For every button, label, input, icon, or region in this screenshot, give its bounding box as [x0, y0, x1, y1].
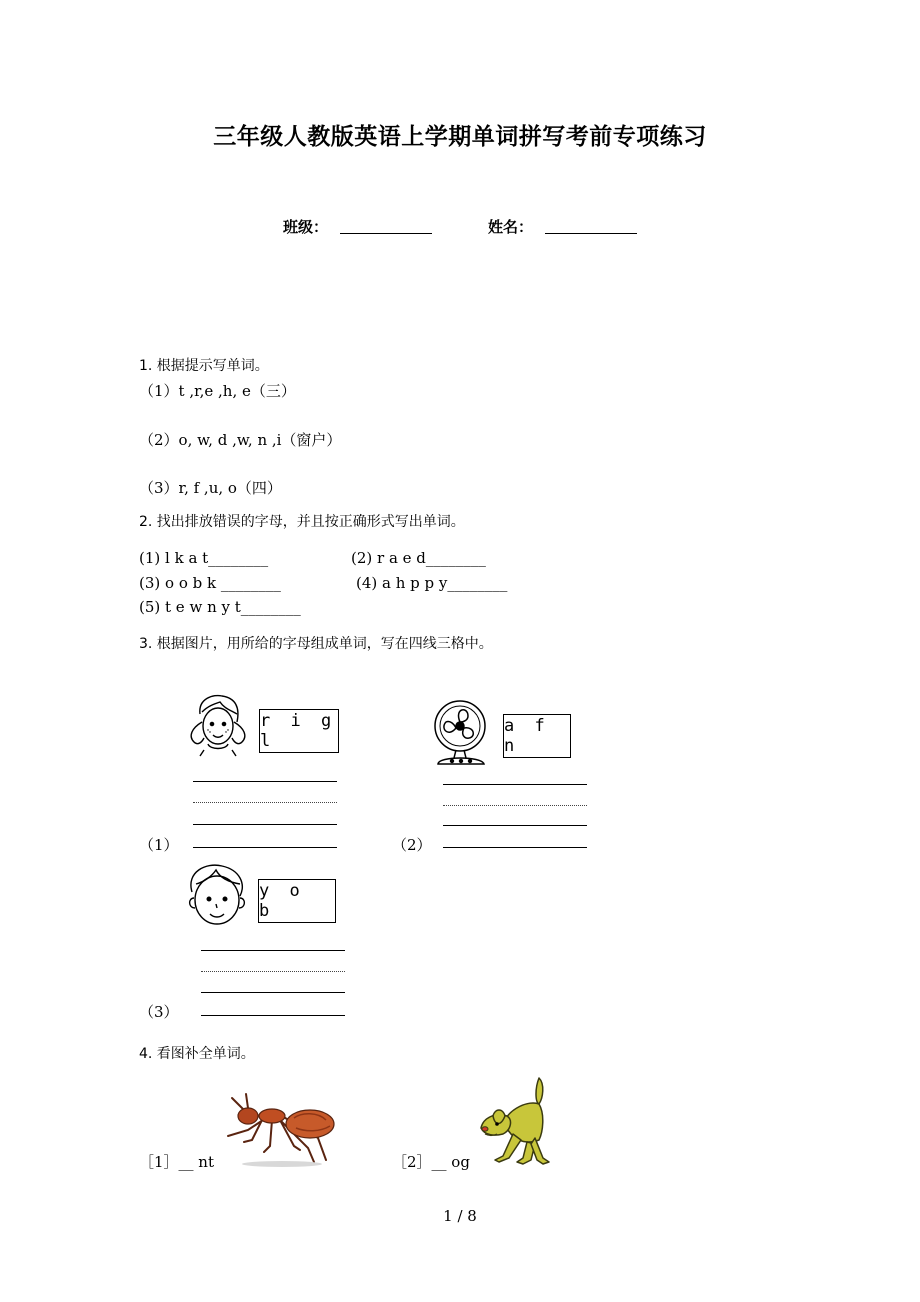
q2-item-1: (1) l k a t________	[139, 549, 269, 567]
q1-item-1: （1）t ,r,e ,h, e（三）	[139, 382, 296, 400]
q1-heading: 1. 根据提示写单词。	[139, 358, 269, 374]
q1-item-3: （3）r, f ,u, o（四）	[139, 479, 282, 497]
q2-item-2: (2) r a e d________	[351, 549, 486, 567]
boy-face-icon	[182, 862, 252, 930]
ant-icon	[222, 1090, 338, 1170]
q3-num-3: （3）	[139, 1003, 179, 1021]
four-line-grid-3[interactable]	[201, 950, 345, 1020]
name-blank[interactable]	[545, 233, 637, 234]
class-label: 班级：	[283, 218, 329, 236]
q3-heading: 3. 根据图片，用所给的字母组成单词，写在四线三格中。	[139, 636, 493, 652]
q2-item-5: (5) t e w n y t________	[139, 598, 301, 616]
fan-icon	[432, 698, 496, 768]
letters-box-2: a f n	[503, 714, 571, 758]
q3-num-2: （2）	[392, 836, 432, 854]
q1-item-2: （2）o, w, d ,w, n ,i（窗户）	[139, 431, 342, 449]
name-label: 姓名：	[488, 218, 534, 236]
q2-item-3: (3) o o b k ________	[139, 574, 281, 592]
dog-icon	[477, 1074, 551, 1168]
girl-face-icon	[182, 692, 252, 758]
class-blank[interactable]	[340, 233, 432, 234]
letters-box-3: y o b	[258, 879, 336, 923]
page-number: 1 / 8	[443, 1207, 477, 1225]
q4-item-1: ［1］__ nt	[139, 1153, 215, 1171]
four-line-grid-1[interactable]	[193, 781, 337, 851]
q4-item-2: ［2］__ og	[392, 1153, 470, 1171]
four-line-grid-2[interactable]	[443, 784, 587, 854]
q2-item-4: (4) a h p p y________	[356, 574, 508, 592]
letters-box-1: r i g l	[259, 709, 339, 753]
page-title: 三年级人教版英语上学期单词拼写考前专项练习	[213, 124, 707, 150]
q3-num-1: （1）	[139, 836, 179, 854]
q4-heading: 4. 看图补全单词。	[139, 1046, 255, 1062]
q2-heading: 2. 找出排放错误的字母，并且按正确形式写出单词。	[139, 514, 465, 530]
